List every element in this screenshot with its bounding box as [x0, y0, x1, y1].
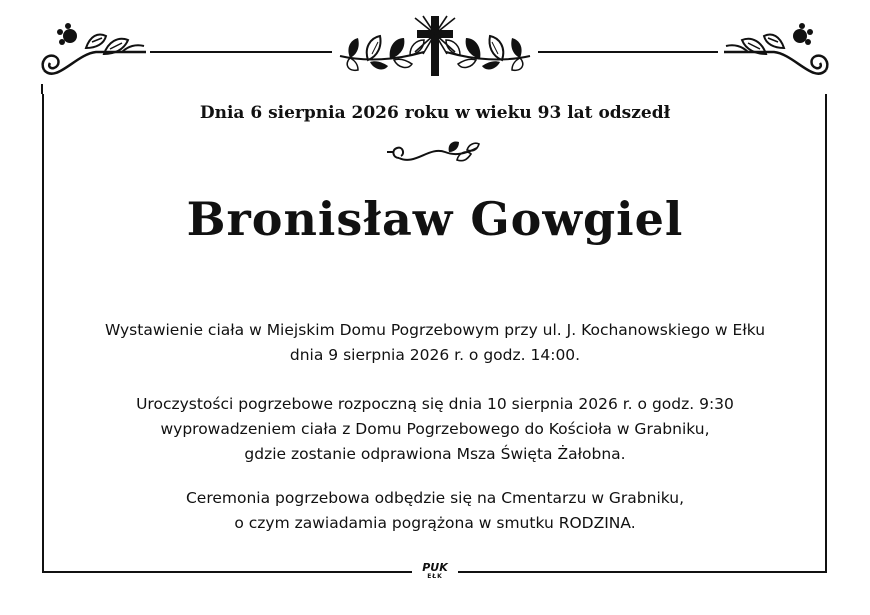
paragraph-line: wyprowadzeniem ciała z Domu Pogrzebowego do Kościoła w Grabniku,	[160, 420, 710, 438]
paragraph-line: o czym zawiadamia pogrążona w smutku RODZINA.	[234, 514, 636, 532]
paragraph-line: gdzie zostanie odprawiona Msza Święta Żałobna.	[244, 445, 626, 463]
paragraph-viewing	[0, 318, 870, 368]
paragraph-line: Uroczystości pogrzebowe rozpoczną się dnia 10 sierpnia 2026 r. o godz. 9:30	[136, 395, 734, 413]
paragraph-burial	[0, 486, 870, 536]
paragraph-line: dnia 9 sierpnia 2026 r. o godz. 14:00.	[289, 346, 581, 364]
corner-flourish-right-icon	[714, 14, 834, 94]
laurel-right-icon	[442, 18, 534, 78]
logo-main-text: PUK	[422, 561, 448, 574]
frame-bottom-border-left	[42, 571, 412, 573]
paragraph-line: Wystawienie ciała w Miejskim Domu Pogrzebowym przy ul. J. Kochanowskiego w Ełku	[104, 321, 766, 339]
paragraph-ceremony	[0, 392, 870, 467]
intro-line: Dnia 6 sierpnia 2026 roku w wieku 93 lat odszedł	[199, 103, 671, 123]
puk-logo	[412, 562, 458, 580]
deceased-name: Bronisław Gowgiel	[186, 192, 684, 246]
paragraph-line: Ceremonia pogrzebowa odbędzie się na Cmentarzu w Grabniku,	[185, 489, 685, 507]
divider-flourish-icon	[385, 140, 485, 170]
logo-sub-text: EŁK	[427, 573, 443, 580]
corner-flourish-left-icon	[36, 14, 156, 94]
frame-bottom-border-right	[458, 571, 827, 573]
